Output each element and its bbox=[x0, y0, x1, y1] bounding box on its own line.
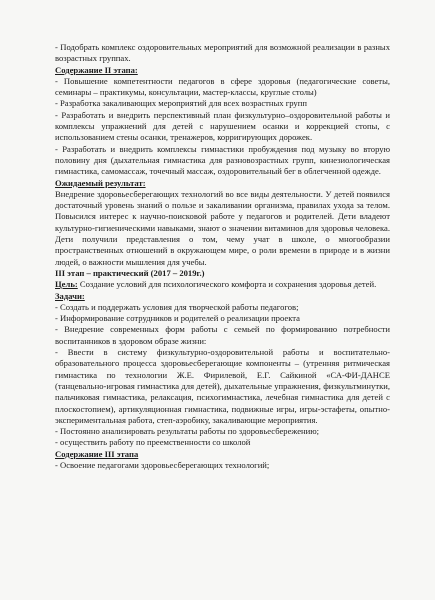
goal-text: Создание условий для психологического комфорта и сохранения здоровья детей. bbox=[77, 279, 377, 290]
section-heading: Содержание III этапа bbox=[55, 448, 139, 459]
list-item: - Повышение компетентности педагогов в сфере здоровья (педагогические советы, семинары – практикумы, консультации, мастер-классы, круглые столы) bbox=[55, 75, 390, 98]
paragraph: Внедрение здоровьесберегающих технологий во все виды деятельности. У детей появился достаточный уровень знаний о пользе и закаливании организма, правилах ухода за телом. Повысился интерес к научно-поисковой работе у педагогов и родителей. Дети владеют культурно-гигиеническими навыками, знают о значении витаминов для здоровья человека. Дети получили представления о том, чему учат в школе, о многообразии пространственных отношений в окружающем мире, о роли времени в природе и в жизни людей, о важности мышления для учебы. bbox=[55, 188, 390, 267]
stage-title: III этап – практический (2017 – 2019г.) bbox=[55, 267, 205, 278]
list-item: - Внедрение современных форм работы с семьей по формированию потребности воспитанников в здоровом образе жизни: bbox=[55, 324, 390, 346]
paragraph: - Подобрать комплекс оздоровительных мероприятий для возможной реализации в разных возрастных группах. bbox=[55, 42, 390, 64]
goal-label: Цель: bbox=[55, 279, 78, 290]
list-item: - Информирование сотрудников и родителей о реализации проекта bbox=[55, 313, 300, 324]
list-item: - Разработать и внедрить перспективный план физкультурно–оздоровительной работы и комплексы упражнений для детей с нарушением осанки и коррекцией стопы, с использованием стены осанки, тренажеров, корригирующих дорожек. bbox=[55, 109, 390, 143]
section-heading: Задачи: bbox=[55, 290, 85, 301]
list-item: - Создать и поддержать условия для творческой работы педагогов; bbox=[55, 301, 299, 312]
document-page bbox=[55, 42, 390, 471]
list-item: - Ввести в систему физкультурно-оздоровительной работы и воспитательно-образовательного процесса здоровьесберегающие компоненты – (утренняя ритмическая гимнастика по технологии Ж.Е. Фирилевой, Е.Г. Сайкиной «СА-ФИ-ДАНСЕ (танцевально-игровая гимнастика для детей), дыхательные упражнения, физкультминутки, пальчиковая гимнастика, релаксация, психогимнастика, лечебная гимнастика для детей с плоскостопием), артикуляционная гимнастика, подвижные игры, игры-эстафеты, опытно-экспериментальная работа, степ-аэробику, закаливающие мероприятия. bbox=[55, 347, 390, 425]
list-item: - Освоение педагогами здоровьесберегающих технологий; bbox=[55, 459, 270, 470]
goal-paragraph bbox=[55, 279, 390, 290]
list-item: - осуществить работу по преемственности со школой bbox=[55, 437, 251, 448]
section-heading: Ожидаемый результат: bbox=[55, 177, 146, 188]
list-item: - Разработать и внедрить комплексы гимнастики пробуждения под музыку во вторую половину дня (дыхательная гимнастика для разновозрастных групп, кинезиологическая гимнастика, самомассаж, точечный массаж, оздоровительный бег в облегченной одежде. bbox=[55, 143, 390, 177]
list-item: - Постоянно анализировать результаты работы по здоровьесбережению; bbox=[55, 426, 320, 437]
list-item: - Разработка закаливающих мероприятий для всех возрастных групп bbox=[55, 98, 307, 109]
section-heading: Содержание II этапа: bbox=[55, 64, 138, 75]
